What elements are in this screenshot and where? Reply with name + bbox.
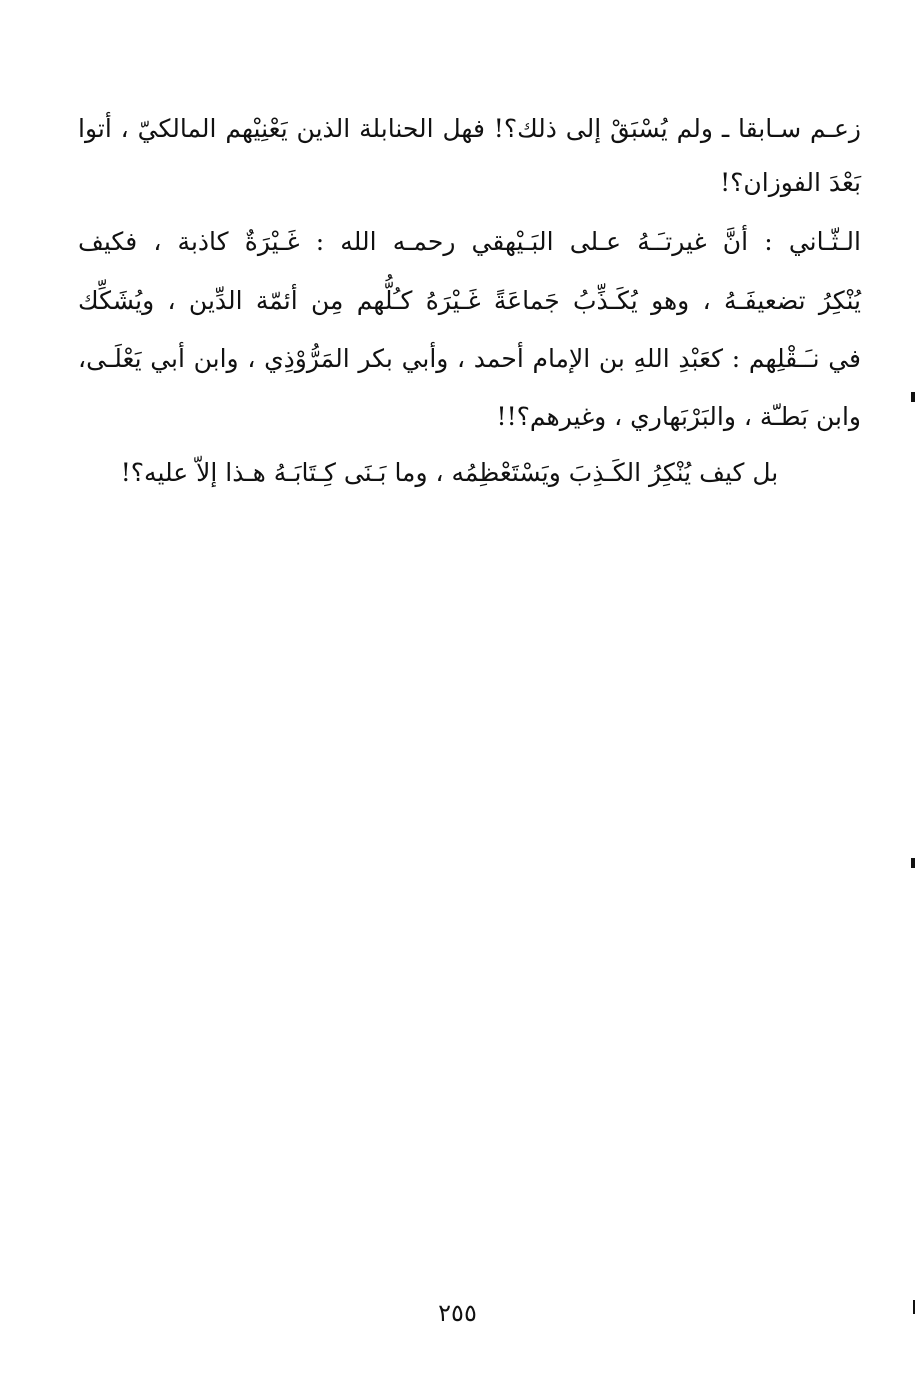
- scan-edge-mark: [911, 858, 915, 868]
- text-line: بَعْدَ الفوزان؟!: [720, 168, 861, 197]
- text-line: الـثّـاني : أنَّ غيرتـَـهُ عـلى البَـيْهقي رحمـه الله : غَـيْرَةٌ كاذبة ، فكيف: [78, 227, 861, 256]
- page-number: ٢٥٥: [438, 1299, 477, 1327]
- scan-edge-mark: [911, 392, 915, 402]
- text-line: زعـم سـابقا ـ ولم يُسْبَقْ إلى ذلك؟! فهل الحنابلة الذين يَعْنِيْهم المالكيّ ، أتوا: [78, 114, 861, 143]
- text-line: بل كيف يُنْكِرُ الكَـذِبَ ويَسْتَعْظِمُه ، وما بَـنَى كِـتَابَـهُ هـذا إلاّ عليه؟!: [120, 458, 779, 487]
- text-line: يُنْكِرُ تضعيفَـهُ ، وهو يُكَـذِّبُ جَماعَةً غَـيْرَهُ كـُلُّهم مِن أئمّة الدِّين ، ويُشَكِّك: [78, 286, 861, 315]
- text-line: في نـَـقْلِهم : كعَبْدِ اللهِ بن الإمام أحمد ، وأبي بكر المَرُّوْذِي ، وابن أبي يَعْلَـى،: [78, 344, 861, 373]
- text-line: وابن بَطـّة ، والبَرْبَهاري ، وغيرهم؟!!: [496, 402, 861, 431]
